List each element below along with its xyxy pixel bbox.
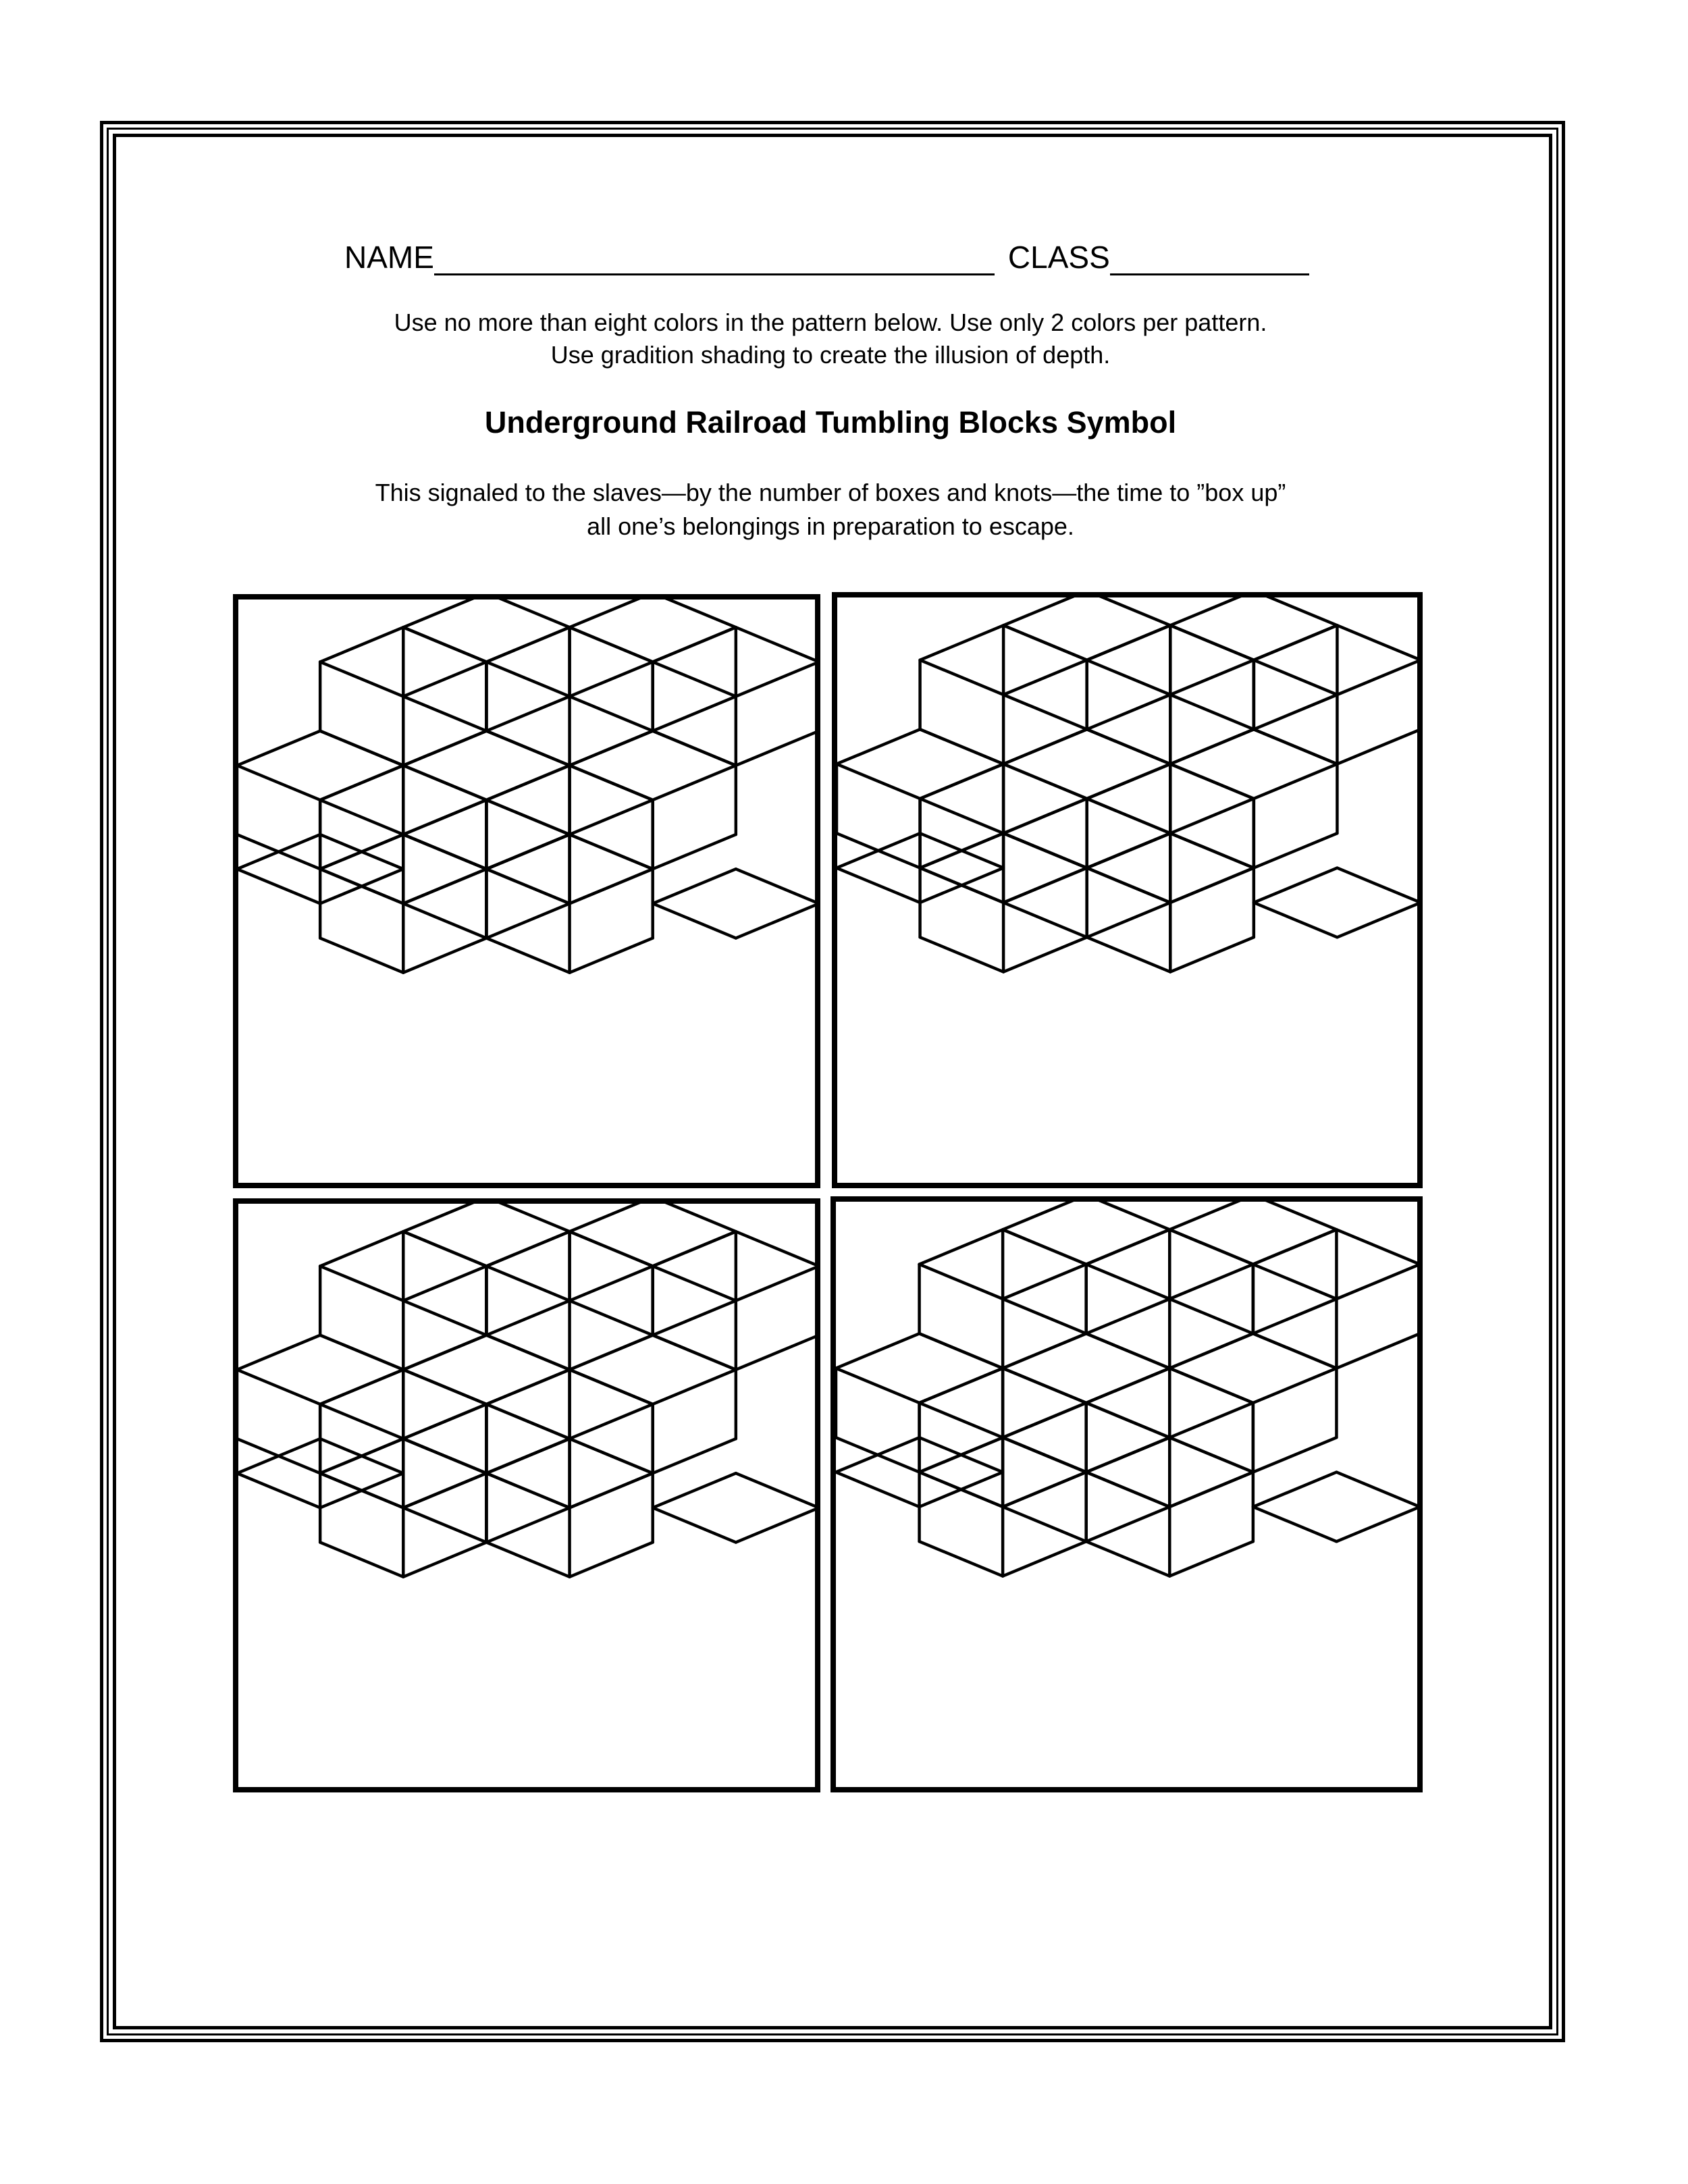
block-edge	[403, 1301, 486, 1335]
block-edge	[736, 662, 815, 696]
block-edge	[1170, 868, 1254, 903]
block-edge	[486, 1335, 569, 1370]
block-edge	[836, 1472, 920, 1507]
block-edge	[486, 697, 569, 731]
block-edge	[1086, 1202, 1170, 1229]
block-edge	[1254, 729, 1338, 764]
block-edge	[653, 662, 736, 696]
block-edge	[653, 1439, 736, 1473]
block-edge	[1003, 1368, 1086, 1403]
block-edge	[920, 799, 1004, 833]
block-edge	[1254, 764, 1338, 799]
block-edge	[1087, 937, 1171, 971]
block-edge	[836, 1368, 920, 1403]
block-edge	[570, 1404, 653, 1439]
block-edge	[403, 1370, 486, 1404]
block-edge	[570, 662, 653, 696]
block-edge	[1253, 1229, 1337, 1264]
block-edge	[320, 1266, 403, 1300]
block-edge	[570, 800, 653, 834]
block-edge	[1169, 1202, 1253, 1229]
block-edge	[1003, 660, 1087, 695]
block-edge	[320, 938, 403, 973]
block-edge	[1086, 1507, 1170, 1541]
block-edge	[1003, 937, 1087, 971]
block-edge	[486, 903, 569, 938]
block-edge	[238, 1370, 320, 1404]
block-edge	[1253, 1368, 1337, 1403]
block-edge	[570, 600, 653, 627]
block-edge	[1254, 903, 1338, 937]
block-edge	[920, 1403, 1003, 1437]
block-edge	[1003, 833, 1087, 868]
block-edge	[1169, 1403, 1253, 1437]
block-edge	[653, 869, 736, 903]
block-edge	[1086, 1437, 1170, 1472]
block-edge	[238, 766, 320, 800]
block-edge	[1337, 625, 1417, 660]
block-edge	[920, 764, 1004, 799]
block-edge	[403, 1231, 486, 1266]
block-edge	[1337, 903, 1417, 937]
block-edge	[1086, 1299, 1170, 1333]
block-edge	[570, 938, 653, 973]
block-edge	[403, 1473, 486, 1508]
block-edge	[238, 1473, 320, 1508]
block-edge	[1253, 1333, 1337, 1368]
block-edge	[570, 1370, 653, 1404]
block-edge	[736, 731, 815, 766]
block-edge	[1086, 1368, 1170, 1403]
block-edge	[403, 662, 486, 696]
block-edge	[486, 869, 569, 903]
block-edge	[1253, 1472, 1337, 1507]
block-edge	[653, 1231, 736, 1266]
block-edge	[736, 627, 815, 662]
block-edge	[1086, 1333, 1170, 1368]
block-edge	[653, 1266, 736, 1300]
block-edge	[486, 1439, 569, 1473]
block-edge	[570, 731, 653, 766]
block-edge	[1003, 1437, 1086, 1472]
block-edge	[1003, 1229, 1086, 1264]
block-edge	[653, 697, 736, 731]
block-edge	[1254, 833, 1338, 868]
block-edge	[486, 1204, 569, 1231]
block-edge	[320, 662, 403, 696]
block-edge	[320, 1370, 403, 1404]
block-edge	[403, 834, 486, 869]
tumbling-blocks-pattern	[837, 597, 1417, 1183]
block-edge	[320, 627, 403, 662]
block-edge	[403, 800, 486, 834]
block-edge	[920, 660, 1004, 695]
block-edge	[1003, 1507, 1086, 1541]
block-edge	[1169, 1437, 1253, 1472]
block-edge	[403, 766, 486, 800]
block-edge	[1170, 764, 1254, 799]
block-edge	[403, 1266, 486, 1300]
description-line-1: This signaled to the slaves—by the number of boxes and knots—the time to ”box up”	[375, 479, 1286, 506]
block-edge	[1170, 660, 1254, 695]
block-edge	[403, 1508, 486, 1542]
block-edge	[1337, 660, 1417, 695]
block-edge	[1254, 868, 1338, 903]
block-edge	[238, 869, 320, 903]
block-edge	[653, 627, 736, 662]
block-edge	[1336, 1333, 1417, 1368]
block-edge	[920, 1264, 1003, 1299]
block-edge	[736, 869, 815, 903]
block-edge	[570, 697, 653, 731]
block-edge	[486, 1404, 569, 1439]
block-edge	[486, 1473, 569, 1508]
block-edge	[1169, 1541, 1253, 1576]
block-edge	[837, 729, 920, 764]
block-edge	[403, 600, 486, 627]
block-edge	[1086, 1541, 1170, 1576]
block-edge	[403, 1543, 486, 1577]
block-edge	[403, 1335, 486, 1370]
block-edge	[1169, 1333, 1253, 1368]
block-edge	[1003, 1403, 1086, 1437]
block-edge	[1336, 1264, 1417, 1299]
block-edge	[238, 1335, 320, 1370]
block-edge	[570, 1301, 653, 1335]
block-edge	[1003, 1472, 1086, 1507]
block-edge	[653, 903, 736, 938]
block-edge	[1336, 1507, 1417, 1541]
block-edge	[920, 1229, 1003, 1264]
block-edge	[403, 1404, 486, 1439]
block-edge	[736, 903, 815, 938]
block-edge	[736, 1231, 815, 1266]
block-edge	[570, 1335, 653, 1370]
block-edge	[920, 937, 1004, 971]
block-edge	[1086, 1264, 1170, 1299]
block-edge	[1169, 1264, 1253, 1299]
tumbling-blocks-panel[interactable]	[830, 1196, 1423, 1792]
block-edge	[486, 1508, 569, 1542]
block-edge	[320, 1335, 403, 1370]
block-edge	[1087, 764, 1171, 799]
tumbling-blocks-pattern	[238, 600, 815, 1183]
block-edge	[1087, 868, 1171, 903]
block-edge	[837, 764, 920, 799]
block-edge	[486, 731, 569, 766]
block-edge	[1003, 695, 1087, 729]
block-edge	[1087, 660, 1171, 695]
block-edge	[736, 1335, 815, 1370]
block-edge	[1087, 833, 1171, 868]
block-edge	[1254, 695, 1338, 729]
block-edge	[1003, 597, 1087, 625]
block-edge	[570, 1439, 653, 1473]
block-edge	[486, 800, 569, 834]
block-edge	[403, 869, 486, 903]
block-edge	[1336, 1472, 1417, 1507]
block-edge	[920, 625, 1004, 660]
name-class-line	[344, 228, 1323, 275]
instructions	[257, 307, 1404, 371]
block-edge	[320, 731, 403, 766]
block-edge	[320, 1231, 403, 1266]
block-edge	[486, 662, 569, 696]
block-edge	[486, 1266, 569, 1300]
block-edge	[1169, 1299, 1253, 1333]
block-edge	[486, 834, 569, 869]
block-edge	[1003, 868, 1087, 903]
block-edge	[1169, 1229, 1253, 1264]
block-edge	[736, 1508, 815, 1542]
block-edge	[653, 1204, 736, 1231]
block-edge	[653, 766, 736, 800]
block-edge	[1086, 1403, 1170, 1437]
block-edge	[486, 938, 569, 973]
block-edge	[1003, 799, 1087, 833]
block-edge	[653, 731, 736, 766]
block-edge	[836, 1333, 920, 1368]
block-edge	[1169, 1368, 1253, 1403]
block-edge	[736, 1266, 815, 1300]
block-edge	[653, 1370, 736, 1404]
block-edge	[486, 627, 569, 662]
block-edge	[570, 1473, 653, 1508]
block-edge	[1253, 1437, 1337, 1472]
block-edge	[1003, 729, 1087, 764]
block-edge	[486, 1301, 569, 1335]
block-edge	[238, 731, 320, 766]
block-edge	[1254, 660, 1338, 695]
block-edge	[653, 1508, 736, 1542]
block-edge	[1003, 1299, 1086, 1333]
block-edge	[1087, 625, 1171, 660]
block-edge	[1003, 764, 1087, 799]
block-edge	[1254, 625, 1338, 660]
block-edge	[486, 1370, 569, 1404]
block-edge	[320, 1543, 403, 1577]
name-label: NAME	[344, 240, 434, 275]
block-edge	[1086, 1472, 1170, 1507]
block-edge	[1254, 597, 1338, 625]
block-edge	[570, 869, 653, 903]
block-edge	[320, 1404, 403, 1439]
block-edge	[653, 1335, 736, 1370]
block-edge	[1337, 868, 1417, 903]
block-edge	[486, 766, 569, 800]
instructions-line-1: Use no more than eight colors in the pattern below. Use only 2 colors per pattern.	[394, 309, 1267, 336]
description-line-2: all one’s belongings in preparation to escape.	[587, 512, 1074, 540]
page-title: Underground Railroad Tumbling Blocks Symbol	[484, 405, 1177, 440]
block-edge	[403, 938, 486, 973]
block-edge	[1087, 903, 1171, 937]
block-edge	[486, 1543, 569, 1577]
block-edge	[1003, 1333, 1086, 1368]
block-edge	[1003, 903, 1087, 937]
tumbling-blocks-pattern	[238, 1204, 815, 1787]
block-edge	[1003, 1541, 1086, 1576]
tumbling-blocks-pattern	[836, 1202, 1417, 1787]
block-edge	[570, 1204, 653, 1231]
block-edge	[1087, 695, 1171, 729]
block-edge	[1003, 1264, 1086, 1299]
block-edge	[403, 1204, 486, 1231]
block-edge	[1170, 833, 1254, 868]
block-edge	[920, 729, 1004, 764]
block-edge	[653, 1473, 736, 1508]
block-edge	[403, 627, 486, 662]
block-edge	[1170, 597, 1254, 625]
block-edge	[920, 1333, 1003, 1368]
block-edge	[1253, 1202, 1337, 1229]
block-edge	[403, 1439, 486, 1473]
block-edge	[1337, 729, 1417, 764]
block-edge	[920, 1541, 1003, 1576]
block-edge	[653, 1301, 736, 1335]
block-edge	[1087, 799, 1171, 833]
tumbling-blocks-panel[interactable]	[233, 594, 820, 1188]
block-edge	[570, 1231, 653, 1266]
block-edge	[1087, 597, 1171, 625]
block-edge	[1003, 625, 1087, 660]
description	[257, 476, 1404, 543]
block-edge	[1003, 1202, 1086, 1229]
block-edge	[1253, 1299, 1337, 1333]
block-edge	[320, 766, 403, 800]
block-edge	[570, 1266, 653, 1300]
block-edge	[570, 1543, 653, 1577]
block-edge	[570, 627, 653, 662]
block-edge	[1170, 729, 1254, 764]
block-edge	[486, 1231, 569, 1266]
block-edge	[1170, 799, 1254, 833]
class-field[interactable]	[1110, 244, 1309, 275]
block-edge	[1253, 1507, 1337, 1541]
block-edge	[1086, 1229, 1170, 1264]
block-edge	[653, 600, 736, 627]
block-edge	[403, 731, 486, 766]
block-edge	[920, 1368, 1003, 1403]
block-edge	[736, 1473, 815, 1508]
tumbling-blocks-panel[interactable]	[832, 592, 1423, 1188]
block-edge	[1170, 937, 1254, 971]
tumbling-blocks-panel[interactable]	[233, 1198, 820, 1792]
class-label: CLASS	[1007, 240, 1110, 275]
block-edge	[570, 834, 653, 869]
instructions-line-2: Use gradition shading to create the illusion of depth.	[550, 341, 1111, 369]
block-edge	[570, 766, 653, 800]
block-edge	[486, 600, 569, 627]
name-field[interactable]	[434, 244, 995, 275]
block-edge	[320, 800, 403, 834]
block-edge	[1336, 1229, 1417, 1264]
block-edge	[403, 697, 486, 731]
block-edge	[1169, 1472, 1253, 1507]
block-edge	[1170, 695, 1254, 729]
block-edge	[653, 834, 736, 869]
block-edge	[1170, 625, 1254, 660]
block-edge	[403, 903, 486, 938]
block-edge	[837, 868, 920, 903]
block-edge	[1253, 1264, 1337, 1299]
block-edge	[1087, 729, 1171, 764]
